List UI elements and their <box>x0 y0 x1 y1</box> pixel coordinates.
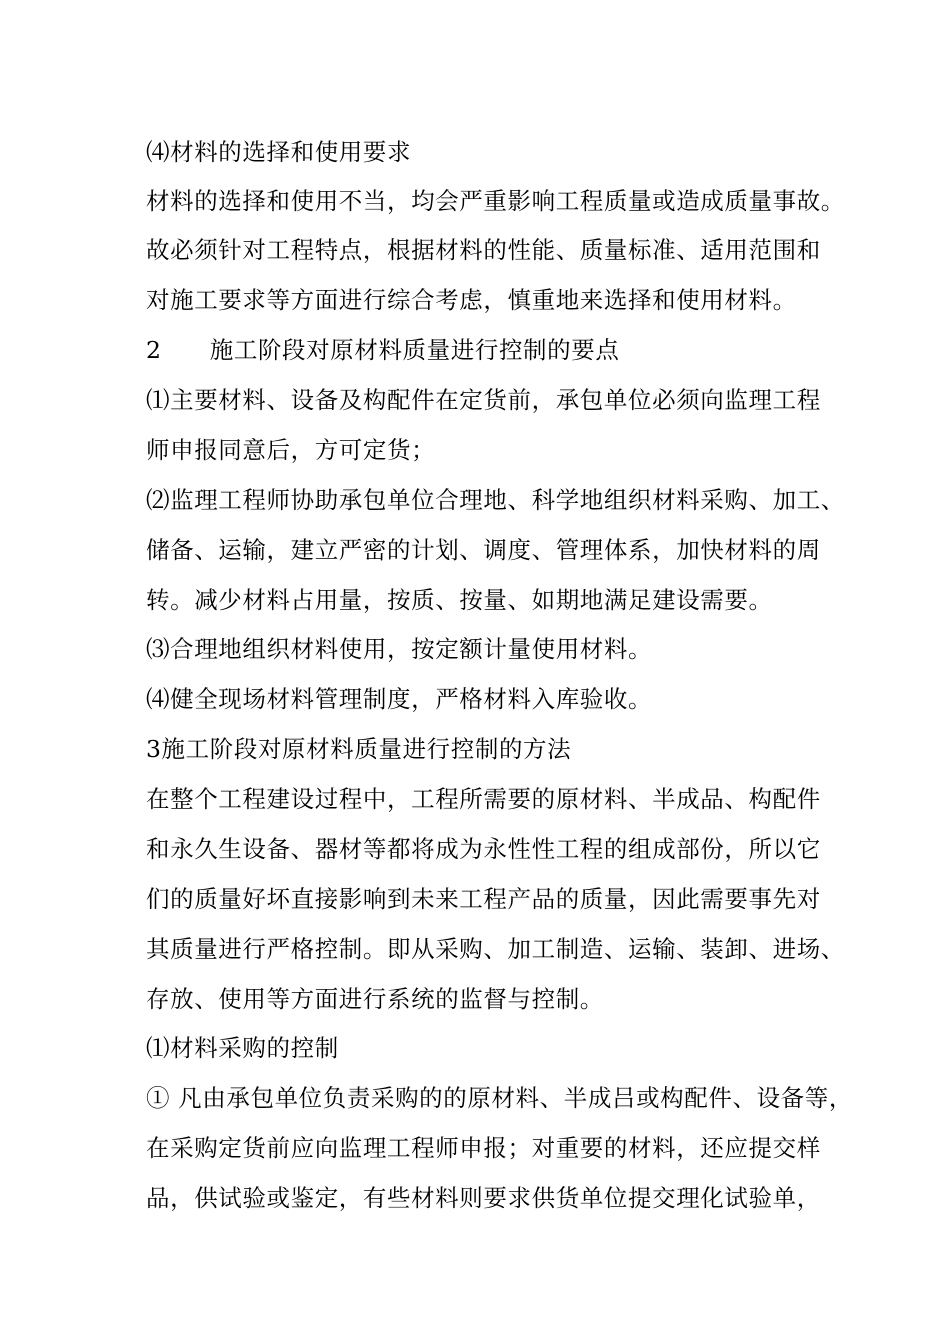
paragraph-line: 师申报同意后，方可定货； <box>146 436 436 464</box>
list-item: ⑷健全现场材料管理制度，严格材料入库验收。 <box>146 685 653 713</box>
paragraph-line: 对施工要求等方面进行综合考虑，慎重地来选择和使用材料。 <box>146 286 797 314</box>
paragraph-line: 存放、使用等方面进行系统的监督与控制。 <box>146 985 604 1013</box>
subheading-procurement: ⑴材料采购的控制 <box>146 1034 339 1062</box>
paragraph-line: 储备、运输，建立严密的计划、调度、管理体系，加快材料的周 <box>146 536 821 564</box>
section-heading-3: 3施工阶段对原材料质量进行控制的方法 <box>146 735 572 763</box>
paragraph-line: 故必须针对工程特点，根据材料的性能、质量标准、适用范围和 <box>146 236 821 264</box>
list-item: ⑴主要材料、设备及构配件在定货前，承包单位必须向监理工程 <box>146 386 821 414</box>
paragraph-line: 和永久生设备、器材等都将成为永性性工程的组成部份，所以它 <box>146 835 821 863</box>
section-heading-2: 2 施工阶段对原材料质量进行控制的要点 <box>146 336 620 364</box>
paragraph-line: 材料的选择和使用不当，均会严重影响工程质量或造成质量事故。 <box>146 187 845 215</box>
paragraph-line: 品，供试验或鉴定，有些材料则要求供货单位提交理化试验单， <box>146 1184 821 1212</box>
paragraph-line: 在整个工程建设过程中，工程所需要的原材料、半成品、构配件 <box>146 785 821 813</box>
paragraph-line: 在采购定货前应向监理工程师申报；对重要的材料，还应提交样 <box>146 1134 821 1162</box>
paragraph-line: 们的质量好坏直接影响到未来工程产品的质量，因此需要事先对 <box>146 885 821 913</box>
list-item: ⑶合理地组织材料使用，按定额计量使用材料。 <box>146 635 653 663</box>
list-item: ⑵监理工程师协助承包单位合理地、科学地组织材料采购、加工、 <box>146 486 845 514</box>
list-item: ① 凡由承包单位负责采购的的原材料、半成吕或构配件、设备等， <box>146 1084 853 1112</box>
paragraph-line: 转。减少材料占用量，按质、按量、如期地满足建设需要。 <box>146 586 773 614</box>
heading-material-selection: ⑷材料的选择和使用要求 <box>146 138 412 166</box>
paragraph-line: 其质量进行严格控制。即从采购、加工制造、运输、装卸、进场、 <box>146 935 845 963</box>
